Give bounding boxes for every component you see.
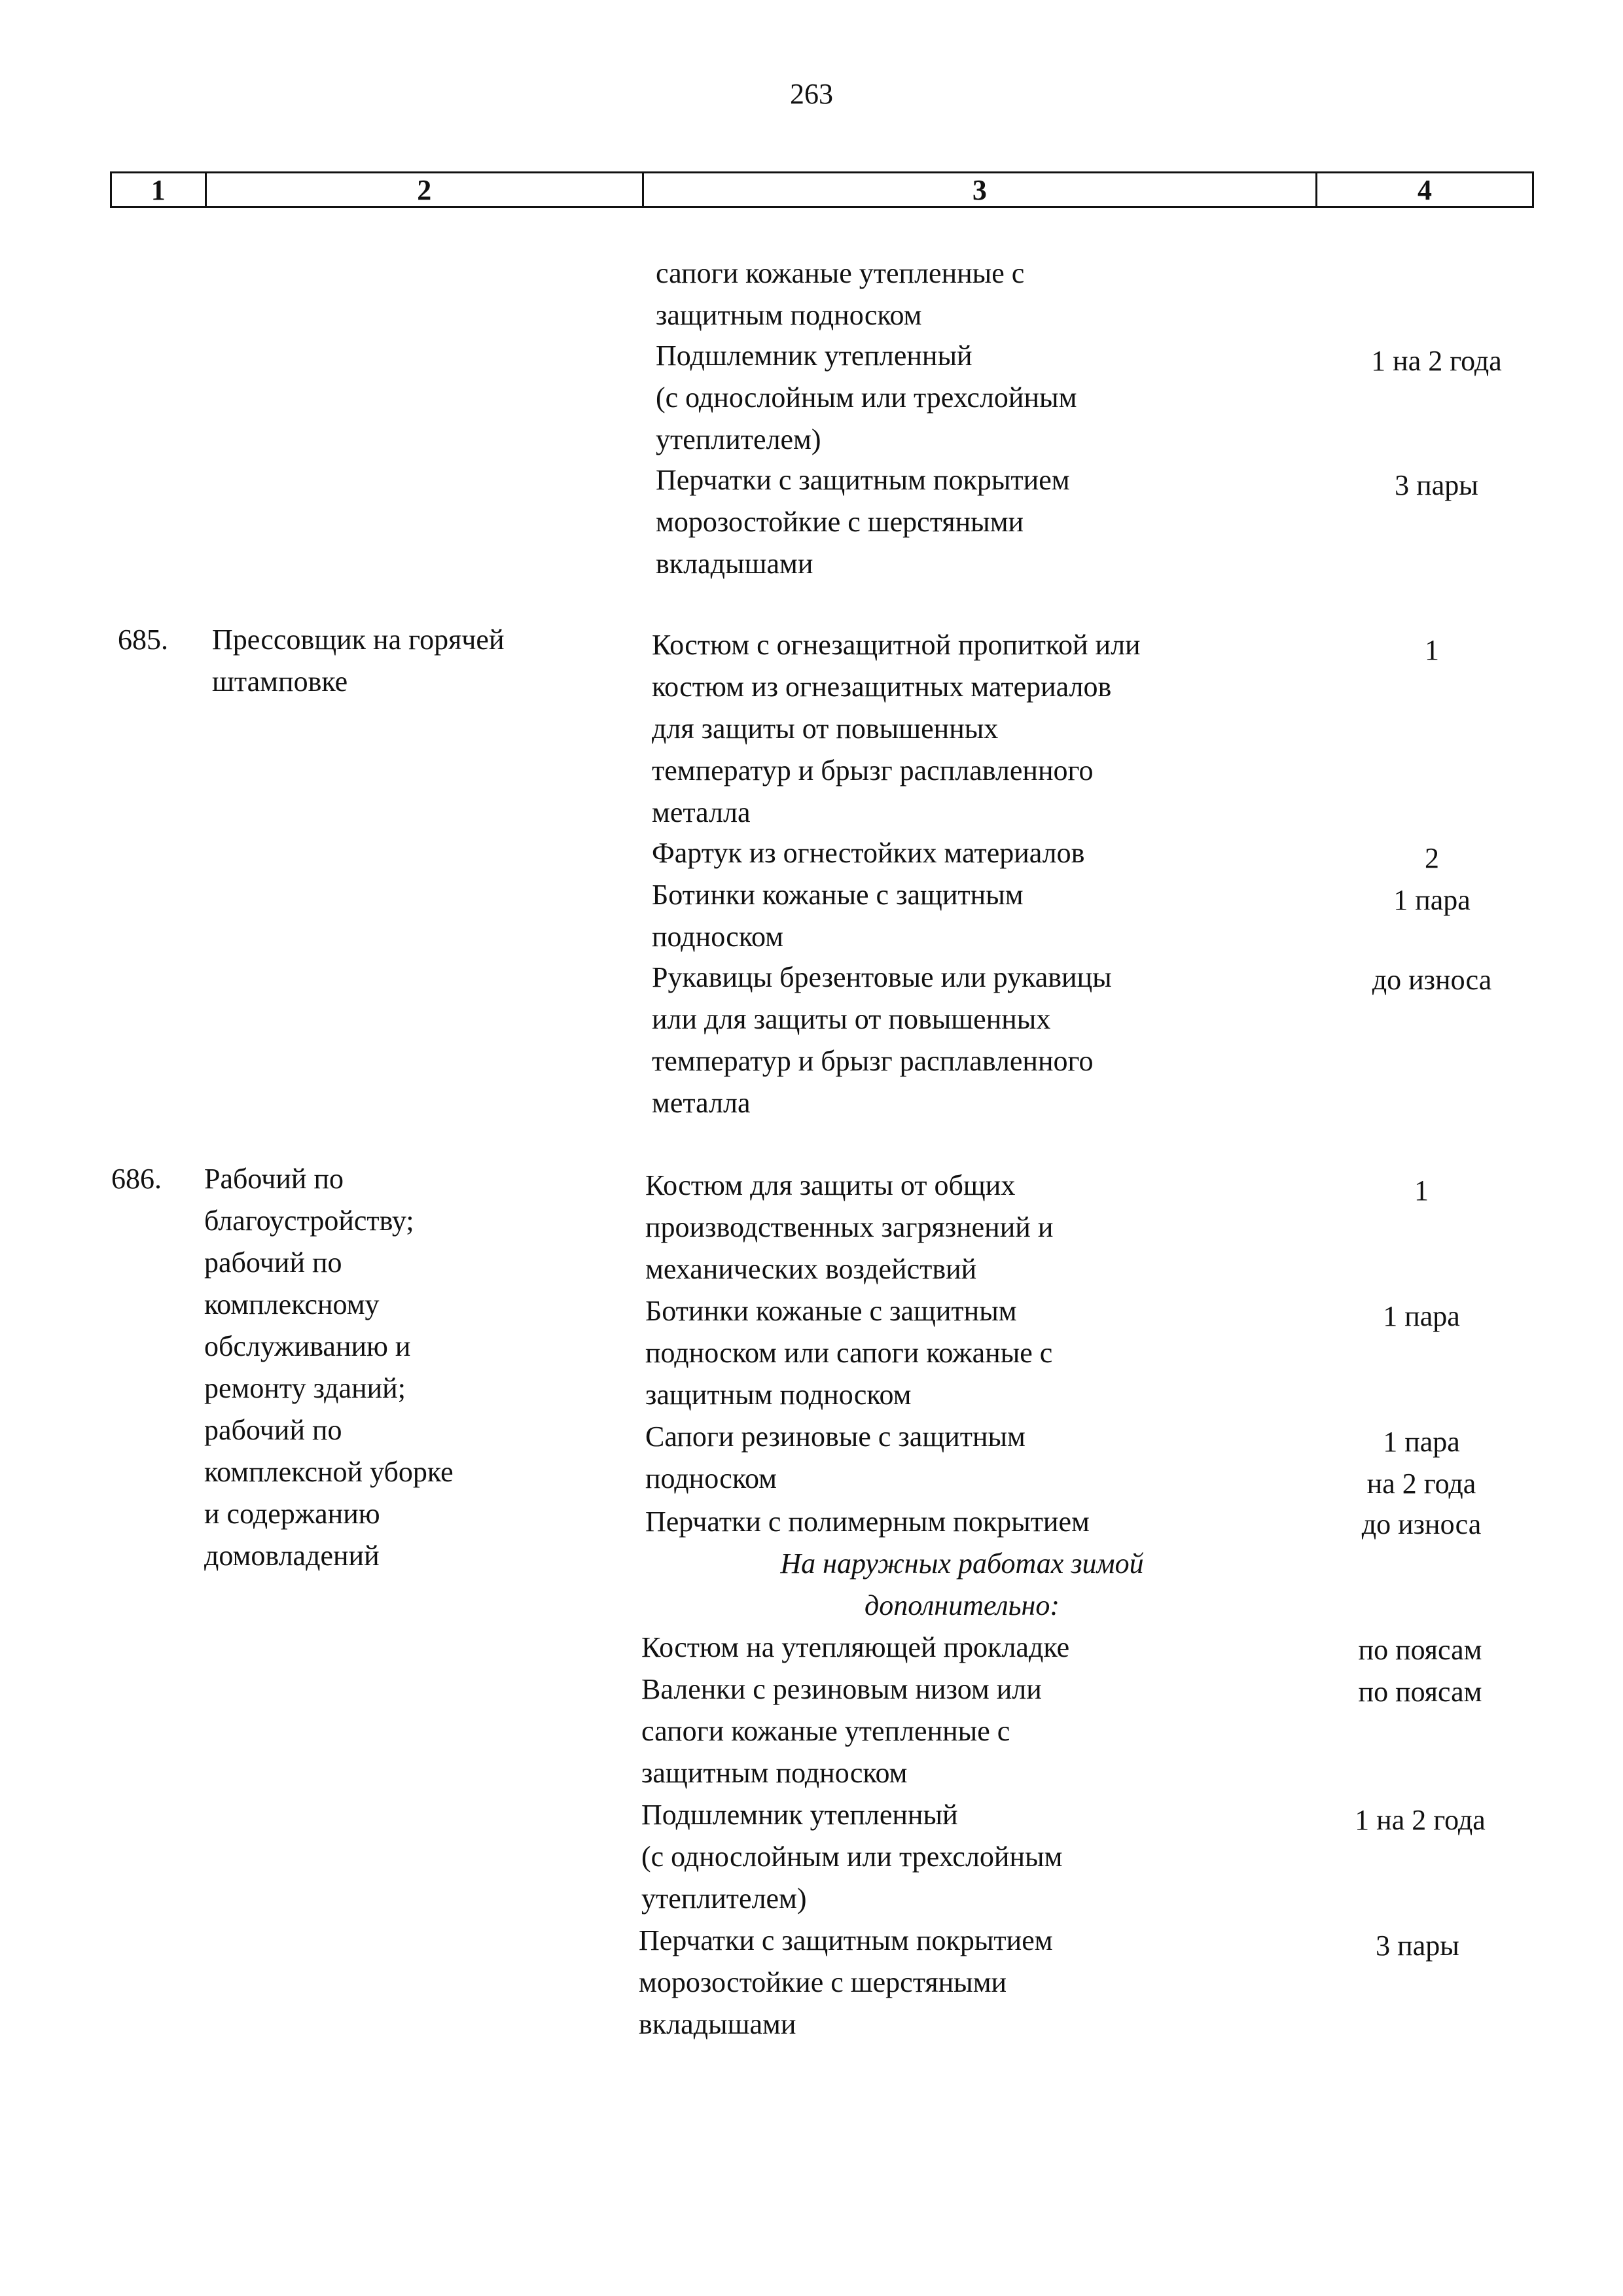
winter-item-name: Валенки с резиновым низом или сапоги кожаные утепленные с защитным подноском [641,1673,1042,1789]
entry-item-norm: 1 [1414,1174,1429,1207]
entry-item-name: Сапоги резиновые с защитным подноском [645,1421,1026,1494]
winter-item-name: Перчатки с защитным покрытием морозостойкие с шерстяными вкладышами [639,1924,1053,2040]
entry-item-norm: 1 пара [1383,1300,1460,1332]
winter-item-name: Костюм на утепляющей прокладке [641,1631,1070,1663]
header-col-2: 2 [207,173,644,206]
winter-item-norm: по поясам [1358,1634,1482,1666]
section-subheading: На наружных работах зимой дополнительно: [780,1547,1144,1621]
continuation-item-name: Подшлемник утепленный (с однослойным или трехслойным утеплителем) [656,340,1077,455]
continuation-item-name: Перчатки с защитным покрытием морозостойкие с шерстяными вкладышами [656,464,1070,580]
entry-item-name: Перчатки с полимерным покрытием [645,1506,1090,1538]
entry-profession: Рабочий по благоустройству; рабочий по комплексному обслуживанию и ремонту зданий; рабочий по комплексной уборке и содержанию домовладений [204,1163,454,1572]
entry-item-norm: 1 пара [1393,884,1471,916]
table-header [110,171,1534,208]
winter-item-norm: 3 пары [1376,1930,1459,1962]
entry-item-name: Костюм с огнезащитной пропиткой или костюм из огнезащитных материалов для защиты от повышенных температур и брызг расплавленного металла [652,629,1141,828]
continuation-item-norm: 3 пары [1395,469,1478,501]
continuation-item-norm: 1 на 2 года [1371,345,1502,377]
header-col-3: 3 [644,173,1317,206]
entry-number: 685. [118,624,168,656]
header-col-4: 4 [1417,173,1432,206]
continuation-item-name: сапоги кожаные утепленные с защитным подноском [656,257,1025,331]
entry-item-norm: 2 [1425,842,1439,874]
entry-item-name: Фартук из огнестойких материалов [652,837,1085,869]
entry-item-name: Ботинки кожаные с защитным подноском [652,879,1024,953]
entry-item-norm: 1 пара на 2 года [1366,1426,1476,1500]
winter-item-norm: 1 на 2 года [1355,1804,1486,1836]
page-number: 263 [790,78,833,110]
entry-item-norm: до износа [1361,1508,1482,1540]
entry-item-name: Ботинки кожаные с защитным подноском или сапоги кожаные с защитным подноском [645,1295,1053,1411]
winter-item-name: Подшлемник утепленный (с однослойным или трехслойным утеплителем) [641,1799,1063,1915]
entry-profession: Прессовщик на горячей штамповке [212,624,505,698]
entry-number: 686. [111,1163,162,1195]
entry-item-norm: до износа [1372,964,1492,996]
header-col-1: 1 [112,173,207,206]
winter-item-norm: по поясам [1358,1676,1482,1708]
entry-item-name: Костюм для защиты от общих производственных загрязнений и механических воздействий [645,1169,1054,1285]
entry-item-norm: 1 [1425,634,1439,666]
entry-item-name: Рукавицы брезентовые или рукавицы или для защиты от повышенных температур и брызг расплавленного металла [652,961,1112,1119]
